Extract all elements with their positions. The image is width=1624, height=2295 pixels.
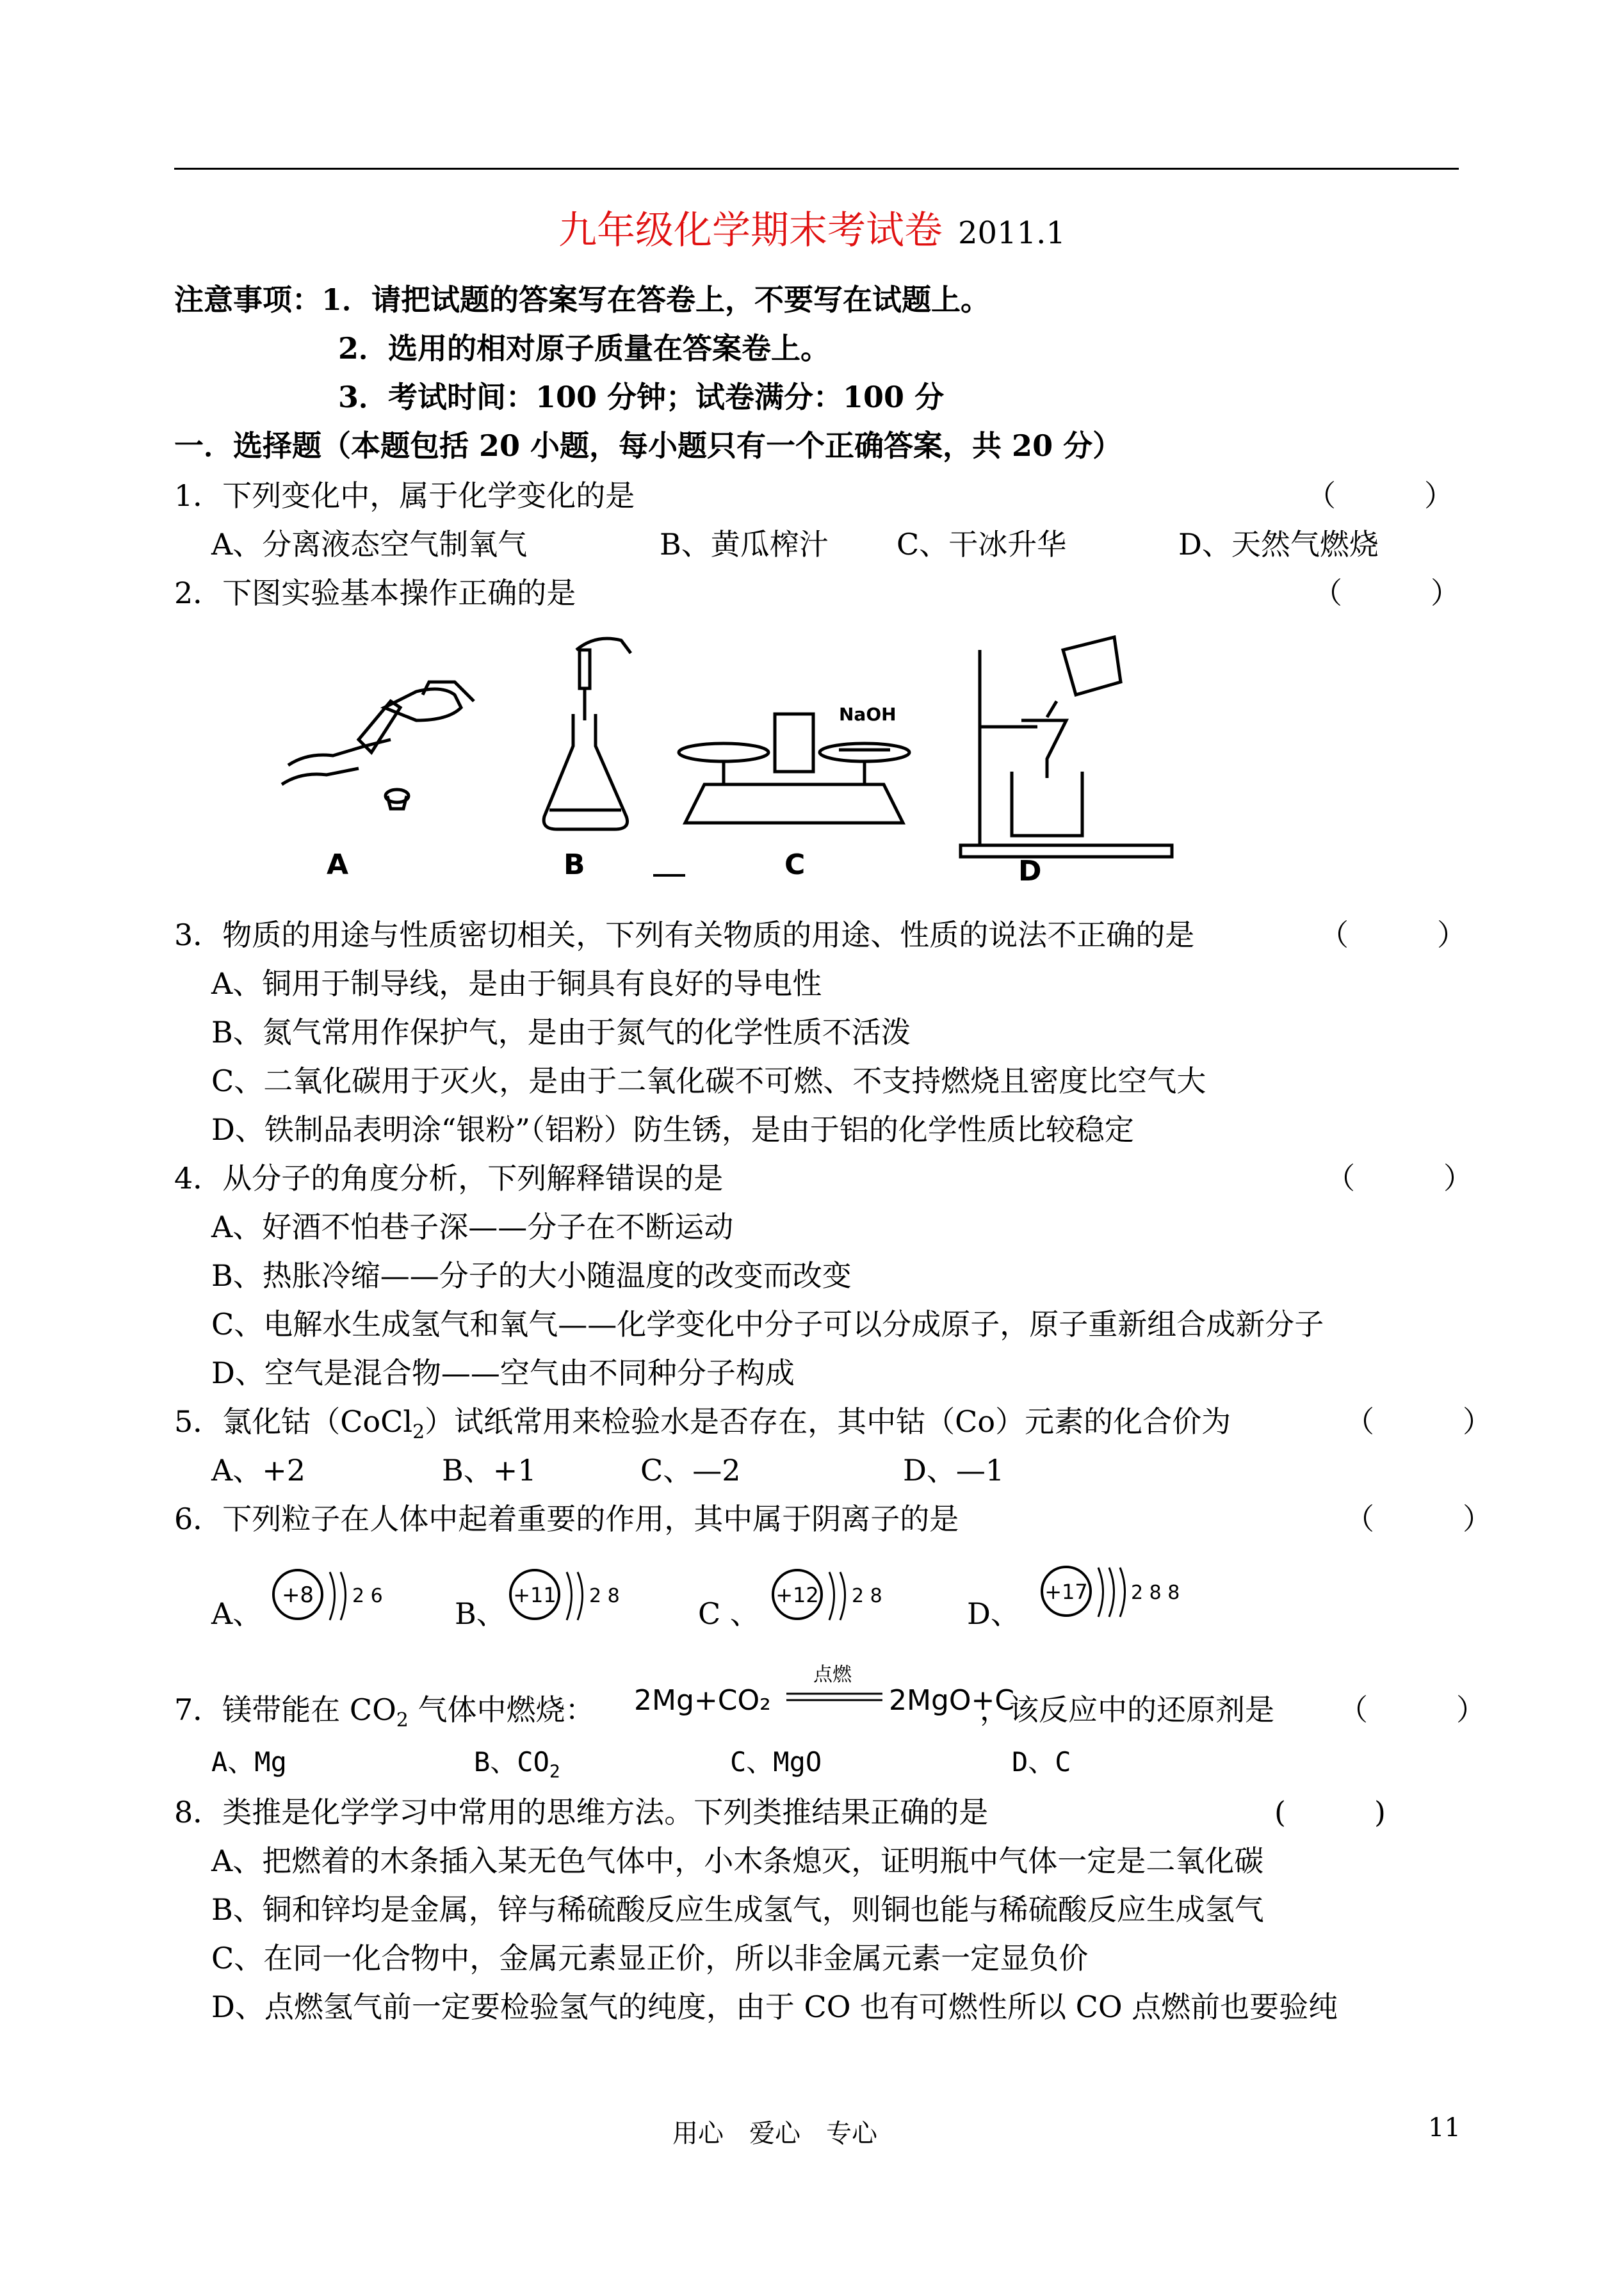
q6-atom-c-nucleus: +12 — [775, 1583, 819, 1607]
figure-c-naoh: NaOH — [839, 704, 897, 725]
figure-label-d: D — [1018, 855, 1042, 888]
q7-option-a: A、Mg — [211, 1746, 287, 1778]
q5-stem-sub: 2 — [412, 1421, 425, 1444]
q1-answer-paren: （ ） — [1306, 478, 1454, 513]
q6-atom-d-icon — [1037, 1556, 1191, 1633]
figure-b-flask-dropper-icon — [544, 638, 631, 829]
q6-option-a-label: A、 — [211, 1596, 263, 1631]
q5-stem-pre: 5．氯化钴（CoCl — [174, 1404, 413, 1439]
figure-label-a: A — [327, 848, 349, 881]
q7-eq-left: 2Mg+CO₂ — [634, 1684, 771, 1717]
q5-option-d: D、—1 — [903, 1453, 1005, 1488]
q3-stem: 3．物质的用途与性质密切相关，下列有关物质的用途、性质的说法不正确的是 — [174, 918, 1195, 952]
q5-option-c: C、—2 — [640, 1453, 741, 1488]
q7-stem-tail: ，该反应中的还原剂是 — [980, 1692, 1274, 1727]
q4-answer-paren: （ ） — [1326, 1161, 1473, 1196]
q6-answer-paren: （ ） — [1345, 1502, 1492, 1536]
q5-answer-paren: （ ） — [1345, 1404, 1492, 1439]
q1-stem: 1．下列变化中，属于化学变化的是 — [174, 478, 635, 513]
q8-option-c: C、在同一化合物中，金属元素显正价，所以非金属元素一定显负价 — [211, 1941, 1089, 1975]
figure-label-b: B — [564, 848, 585, 881]
q7-answer-paren: （ ） — [1338, 1692, 1486, 1727]
title-text: 九年级化学期末考试卷 — [558, 208, 943, 253]
q3-option-c: C、二氧化碳用于灭火，是由于二氧化碳不可燃、不支持燃烧且密度比空气大 — [211, 1064, 1206, 1098]
q6-atom-c-icon — [768, 1562, 890, 1633]
q2-lab-figure — [263, 624, 1172, 893]
q1-option-a: A、分离液态空气制氧气 — [211, 527, 528, 562]
q5-stem-post: ）试纸常用来检验水是否存在，其中钴（Co）元素的化合价为 — [425, 1404, 1231, 1439]
q7-stem-sub: 2 — [396, 1709, 409, 1732]
q8-stem: 8．类推是化学学习中常用的思维方法。下列类推结果正确的是 — [174, 1795, 989, 1829]
q6-option-d-label: D、 — [967, 1596, 1020, 1631]
q6-atom-b-shells: 2 8 — [589, 1585, 620, 1607]
section-heading: 一．选择题（本题包括 20 小题，每小题只有一个正确答案，共 20 分） — [174, 428, 1123, 463]
q7-option-c: C、MgO — [730, 1746, 822, 1778]
q7-eq-condition: 点燃 — [813, 1664, 852, 1686]
q8-option-a: A、把燃着的木条插入某无色气体中，小木条熄灭，证明瓶中气体一定是二氧化碳 — [211, 1844, 1264, 1878]
q4-option-c: C、电解水生成氢气和氧气——化学变化中分子可以分成原子，原子重新组合成新分子 — [211, 1307, 1324, 1342]
q7-stem — [174, 1691, 595, 1740]
q7-option-b — [474, 1743, 560, 1790]
q5-option-a: A、+2 — [211, 1453, 306, 1488]
notice-1: 注意事项：1．请把试题的答案写在答卷上，不要写在试题上。 — [174, 282, 991, 317]
q6-atom-a-nucleus: +8 — [281, 1582, 314, 1608]
figure-label-c: C — [784, 848, 806, 881]
q3-option-d: D、铁制品表明涂“银粉”（铝粉）防生锈，是由于铝的化学性质比较稳定 — [211, 1112, 1134, 1147]
q8-option-d: D、点燃氢气前一定要检验氢气的纯度，由于 CO 也有可燃性所以 CO 点燃前也要验纯 — [211, 1990, 1338, 2024]
q1-option-b: B、黄瓜榨汁 — [660, 527, 829, 562]
q2-stem: 2．下图实验基本操作正确的是 — [174, 576, 576, 610]
q4-option-b: B、热胀冷缩——分子的大小随温度的改变而改变 — [211, 1258, 852, 1293]
q2-answer-paren: （ ） — [1313, 576, 1460, 610]
q7-option-b-sub: 2 — [549, 1760, 560, 1782]
q6-atom-a-shells: 2 6 — [352, 1585, 383, 1607]
q3-answer-paren: （ ） — [1319, 918, 1466, 952]
q6-option-b-label: B、 — [455, 1596, 506, 1631]
notice-2: 2．选用的相对原子质量在答案卷上。 — [338, 331, 831, 366]
q5-stem — [174, 1402, 1231, 1452]
figure-a-pouring-icon — [282, 682, 474, 809]
q7-option-b-text: B、CO — [474, 1746, 549, 1778]
q3-option-a: A、铜用于制导线，是由于铜具有良好的导电性 — [211, 966, 822, 1001]
q7-equation — [634, 1658, 1015, 1729]
q7-stem-pre: 7．镁带能在 CO — [174, 1692, 396, 1727]
q6-atom-b-nucleus: +11 — [513, 1583, 556, 1607]
q7-option-d: D、C — [1012, 1746, 1071, 1778]
header-rule — [174, 168, 1459, 170]
q4-stem: 4．从分子的角度分析，下列解释错误的是 — [174, 1161, 724, 1196]
q8-option-b: B、铜和锌均是金属，锌与稀硫酸反应生成氢气，则铜也能与稀硫酸反应生成氢气 — [211, 1892, 1264, 1927]
q6-atom-d-nucleus: +17 — [1044, 1580, 1088, 1604]
q6-atom-c-shells: 2 8 — [852, 1585, 882, 1607]
notice-3: 3．考试时间：100 分钟；试卷满分：100 分 — [338, 380, 945, 414]
q7-eq-right: 2MgO+C — [889, 1684, 1015, 1717]
footer-motto: 用心 爱心 专心 — [672, 2119, 877, 2148]
q3-option-b: B、氮气常用作保护气，是由于氮气的化学性质不活泼 — [211, 1015, 911, 1050]
q4-option-a: A、好酒不怕巷子深——分子在不断运动 — [211, 1210, 734, 1244]
q7-stem-post: 气体中燃烧： — [408, 1692, 595, 1727]
q8-answer-paren: ( ) — [1274, 1795, 1386, 1829]
q6-option-c-label: C 、 — [698, 1596, 759, 1631]
q1-option-c: C、干冰升华 — [897, 527, 1067, 562]
figure-c-balance-icon — [679, 714, 909, 823]
q1-option-d: D、天然气燃烧 — [1178, 527, 1379, 562]
q6-atom-a-icon — [269, 1562, 384, 1633]
figure-d-filtration-icon — [961, 637, 1172, 857]
title-year: 2011.1 — [958, 215, 1066, 251]
q5-option-b: B、+1 — [442, 1453, 537, 1488]
page-number: 11 — [1428, 2113, 1461, 2143]
exam-title — [0, 200, 1624, 255]
q4-option-d: D、空气是混合物——空气由不同种分子构成 — [211, 1356, 795, 1390]
q6-atom-d-shells: 2 8 8 — [1131, 1582, 1180, 1604]
q6-atom-b-icon — [506, 1562, 628, 1633]
q6-stem: 6．下列粒子在人体中起着重要的作用，其中属于阴离子的是 — [174, 1502, 959, 1536]
